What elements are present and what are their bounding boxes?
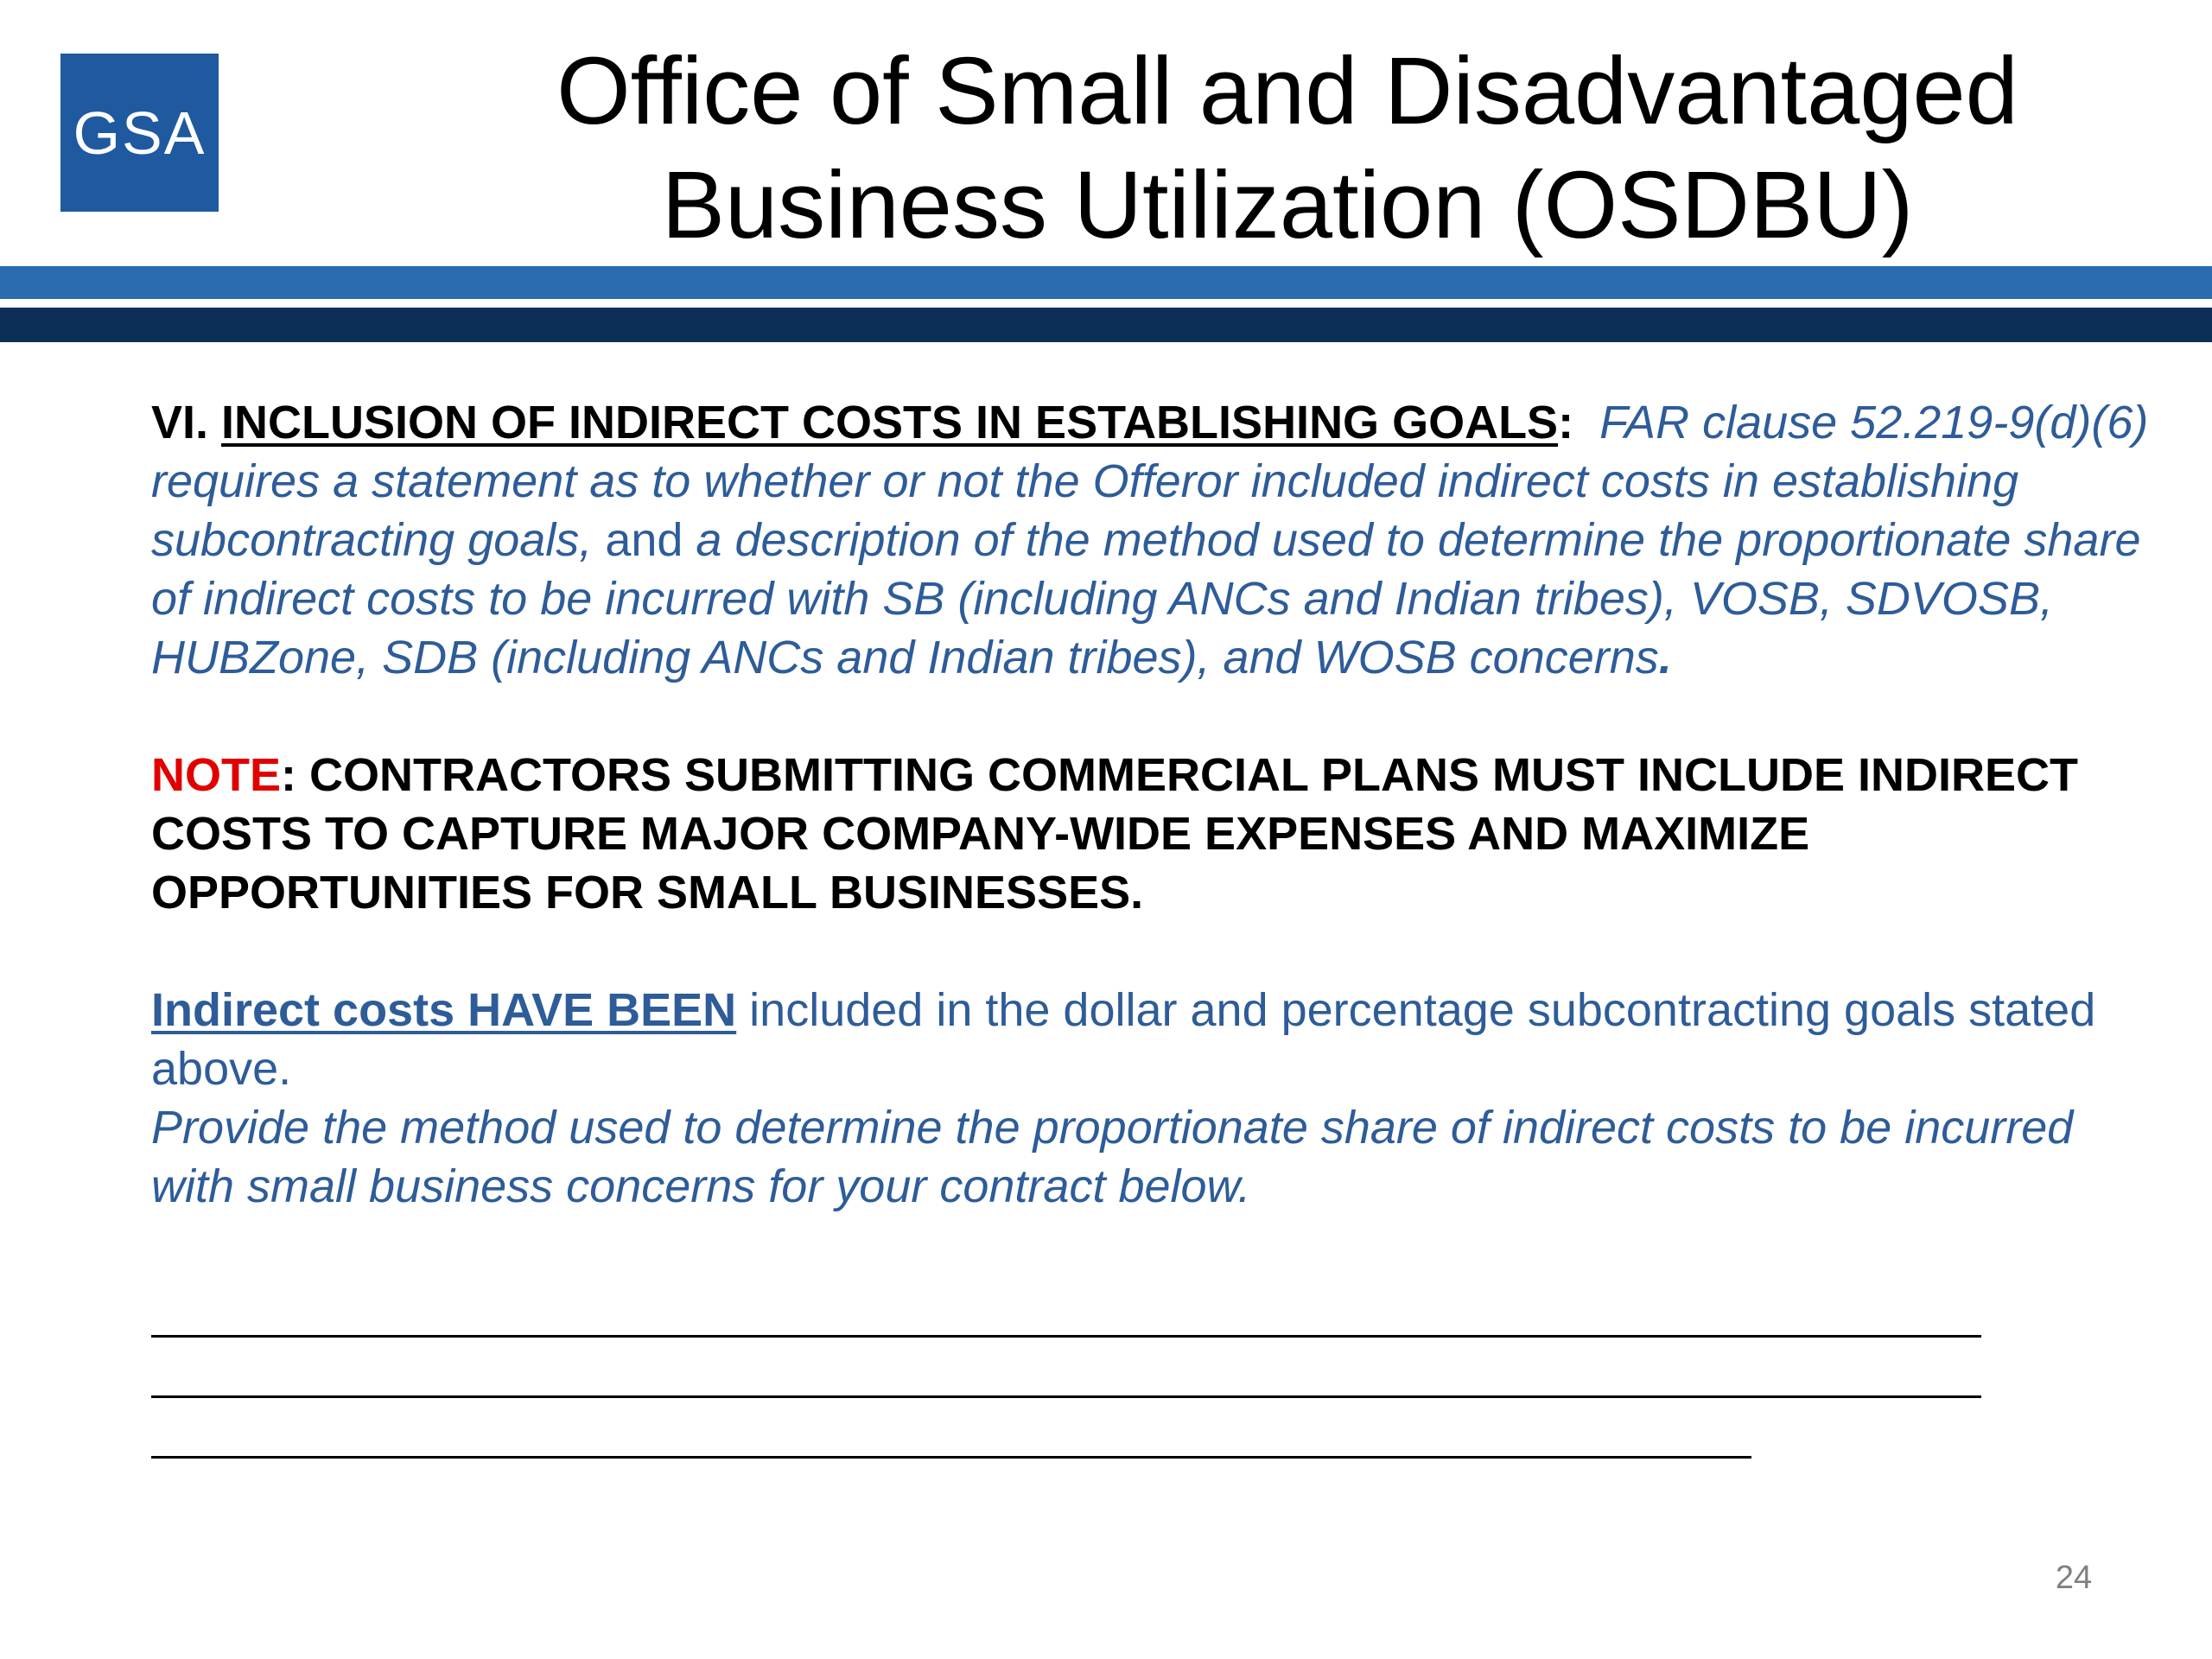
- indirect-instruction: Provide the method used to determine the proportionate share of indirect costs to be incurred with small business concerns for your contract below.: [151, 1102, 2074, 1212]
- note-text: : CONTRACTORS SUBMITTING COMMERCIAL PLANS MUST INCLUDE INDIRECT COSTS TO CAPTURE MAJOR COMPANY-WIDE EXPENSES AND MAXIMIZE OPPORTUNITIES FOR SMALL BUSINESSES.: [151, 749, 2078, 918]
- answer-line-3[interactable]: [151, 1456, 1751, 1459]
- header-band-dark: [0, 308, 2212, 342]
- section-body-part2: a description of the method used to determine the proportionate share of indirect costs to be incurred with SB (including ANCs and Indian tribes), VOSB, SDVOSB, HUBZone, SDB (including ANCs and Indian tribes), and WOSB concerns: [151, 514, 2141, 683]
- indirect-costs-link[interactable]: Indirect costs HAVE BEEN: [151, 984, 737, 1036]
- title-line-2: Business Utilization (OSDBU): [661, 152, 1914, 258]
- section-paragraph: [151, 393, 2160, 687]
- note-label: NOTE: [151, 749, 282, 801]
- slide-content: [151, 393, 2160, 1216]
- note-paragraph: [151, 746, 2160, 922]
- section-body-part1: FAR clause 52.219-9(d)(6) requires a statement as to whether or not the Offeror included indirect costs in establishing subcontracting goals,: [151, 397, 2149, 566]
- indirect-costs-text: included in the dollar and percentage subcontracting goals stated above.: [151, 984, 2096, 1095]
- answer-line-2[interactable]: [151, 1395, 1981, 1398]
- section-colon: :: [1558, 397, 1574, 448]
- section-number: VI.: [151, 397, 222, 448]
- page-title: [484, 35, 2091, 263]
- answer-line-1[interactable]: [151, 1335, 1981, 1338]
- gsa-logo: [60, 54, 219, 212]
- section-heading: INCLUSION OF INDIRECT COSTS IN ESTABLISHING GOALS: [221, 397, 1559, 448]
- title-line-1: Office of Small and Disadvantaged: [556, 38, 2018, 144]
- header-band-separator: [0, 299, 2212, 308]
- page-number: 24: [2055, 1560, 2093, 1596]
- header-band-light: [0, 266, 2212, 299]
- section-body-period: .: [1658, 632, 1672, 683]
- gsa-logo-text: GSA: [73, 99, 207, 167]
- indirect-paragraph: [151, 981, 2160, 1098]
- section-body-and: and: [592, 514, 696, 566]
